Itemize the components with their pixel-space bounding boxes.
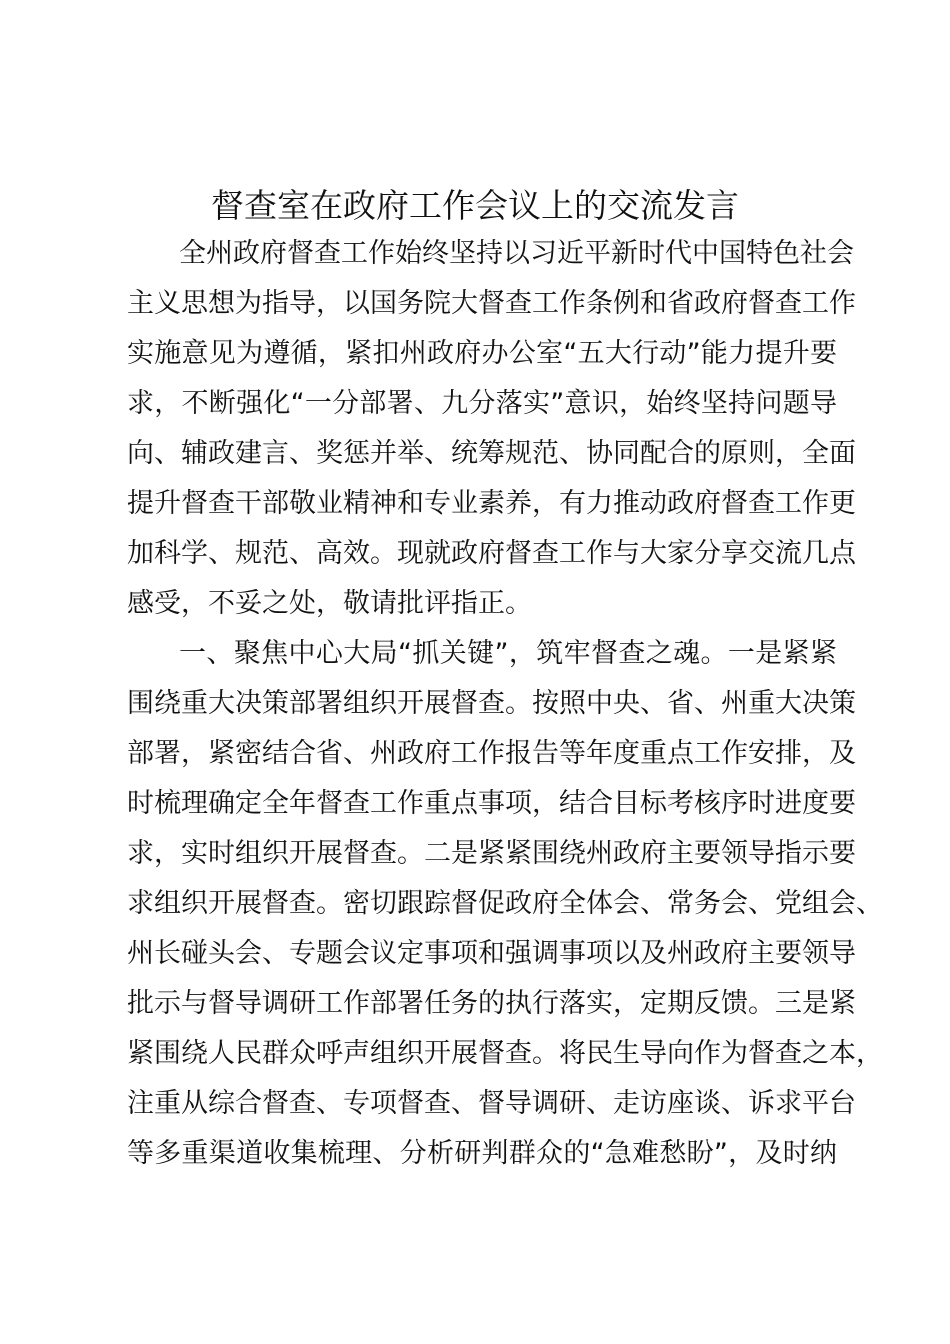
paragraph-2-line-11: 等多重渠道收集梳理、分析研判群众的“急难愁盼”，及时纳 xyxy=(127,1138,837,1169)
paragraph-2-line-2: 围绕重大决策部署组织开展督查。按照中央、省、州重大决策 xyxy=(127,688,856,719)
paragraph-2-line-1: 一、聚焦中心大局“抓关键”，筑牢督查之魂。一是紧紧 xyxy=(179,638,837,669)
paragraph-1-line-7: 加科学、规范、高效。现就政府督查工作与大家分享交流几点 xyxy=(127,538,856,569)
paragraph-2-line-3: 部署，紧密结合省、州政府工作报告等年度重点工作安排，及 xyxy=(127,738,856,769)
paragraph-2-line-10: 注重从综合督查、专项督查、督导调研、走访座谈、诉求平台 xyxy=(127,1088,856,1119)
paragraph-1-line-3: 实施意见为遵循，紧扣州政府办公室“五大行动”能力提升要 xyxy=(127,338,837,369)
paragraph-1-line-1: 全州政府督查工作始终坚持以习近平新时代中国特色社会 xyxy=(179,238,854,269)
document-title: 督查室在政府工作会议上的交流发言 xyxy=(211,186,739,225)
paragraph-2-line-9: 紧围绕人民群众呼声组织开展督查。将民生导向作为督查之本， xyxy=(127,1038,883,1069)
paragraph-1-line-5: 向、辅政建言、奖惩并举、统筹规范、协同配合的原则，全面 xyxy=(127,438,856,469)
paragraph-2-line-7: 州长碰头会、专题会议定事项和强调事项以及州政府主要领导 xyxy=(127,938,856,969)
paragraph-1-line-6: 提升督查干部敬业精神和专业素养，有力推动政府督查工作更 xyxy=(127,488,856,519)
paragraph-1-line-4: 求，不断强化“一分部署、九分落实”意识，始终坚持问题导 xyxy=(127,388,837,419)
paragraph-2-line-4: 时梳理确定全年督查工作重点事项，结合目标考核序时进度要 xyxy=(127,788,856,819)
paragraph-2-line-8: 批示与督导调研工作部署任务的执行落实，定期反馈。三是紧 xyxy=(127,988,856,1019)
paragraph-2-line-6: 求组织开展督查。密切跟踪督促政府全体会、常务会、党组会、 xyxy=(127,888,883,919)
paragraph-2-line-5: 求，实时组织开展督查。二是紧紧围绕州政府主要领导指示要 xyxy=(127,838,856,869)
paragraph-1-line-8: 感受，不妥之处，敬请批评指正。 xyxy=(127,588,532,619)
paragraph-1-line-2: 主义思想为指导，以国务院大督查工作条例和省政府督查工作 xyxy=(127,288,856,319)
